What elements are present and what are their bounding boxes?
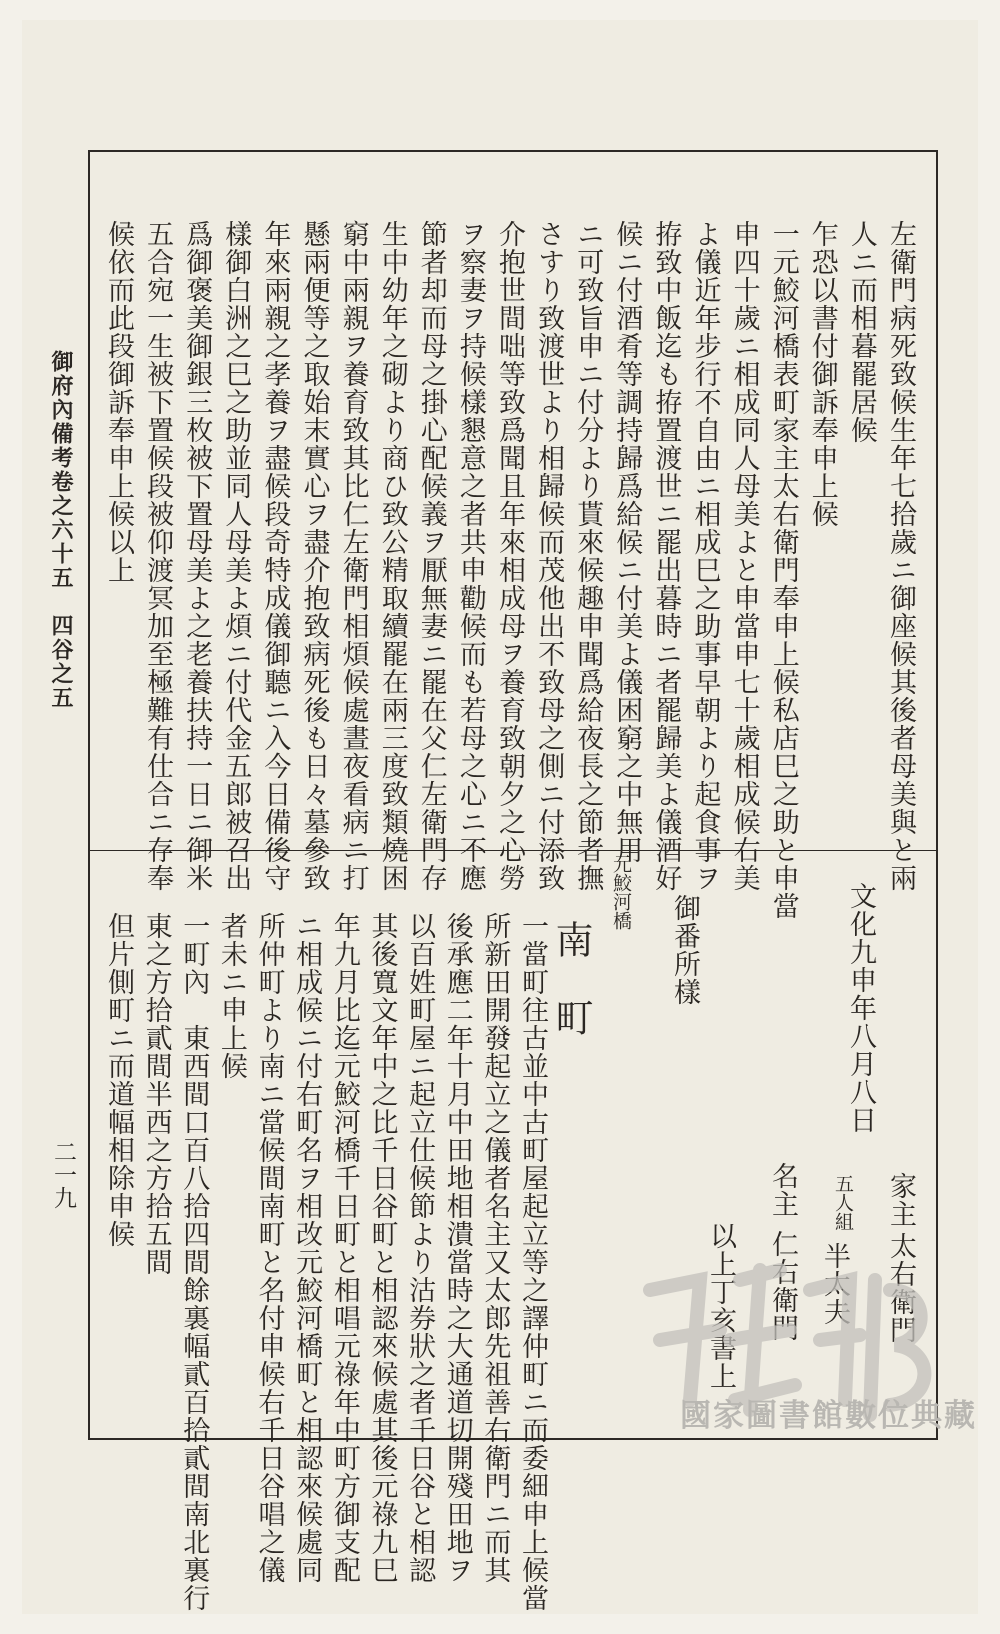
upper-column-19: 爲御褒美御銀三枚被下置母美よ之老養扶持一日ニ御米 [181,220,213,892]
upper-column-6: よ儀近年步行不自由ニ相成巳之助事早朝より起食事ヲ [689,220,721,892]
upper-column-13: 節者却而母之掛心配候義ヲ厭無妻ニ罷在父仁左衛門存 [415,220,447,892]
lower-column-8: 所仲町より南ニ當候間南町と名付申候右千日谷唱之儀 [253,912,285,1584]
library-watermark-text: 國家圖書館數位典藏 [680,1398,977,1434]
lower-column-1: 一當町往古並中古町屋起立等之譯仲町ニ而委細申上候當 [517,912,548,1612]
running-header: 御府內備考卷之六十五 四谷之五 [48,350,74,710]
section-title: 南町 [549,920,593,1076]
lower-column-5: 其後寬文年中之比千日谷町と相認來候處其後元祿九巳 [366,912,398,1584]
page-number: 二一九 [50,1140,76,1209]
lower-column-12: 但片側町ニ而道幅相除申候 [103,912,134,1248]
text-frame [88,150,938,1612]
signer-1-role: 家主 [885,1172,916,1228]
lower-column-9: 者未ニ申上候 [215,912,247,1080]
section-subtitle: 元鮫河橋 [610,854,632,930]
upper-column-16: 懸兩便等之取始末實心ヲ盡介抱致病死後も日々墓參致 [298,220,330,892]
upper-column-2: 人ニ而相暮罷居候 [845,220,877,444]
signer-3-name: 仁右衛門 [767,1230,798,1342]
lower-column-6: 年九月比迄元鮫河橋千日町と相唱元祿年中町方御支配 [328,912,360,1584]
lower-column-10: 一町內 東西間口百八拾四間餘裏幅貳百拾貳間南北裏行 [178,912,210,1612]
signer-2-role: 五人組 [832,1174,854,1231]
upper-column-9: ニ可致旨申ニ付分より貰來候趣申聞爲給夜長之節者撫 [572,220,604,892]
upper-column-11: 介抱世間咄等致爲聞且年來相成母ヲ養育致朝夕之心勞 [494,220,525,892]
upper-column-4: 一元鮫河橋表町家主太右衛門奉申上候私店巳之助と申當 [767,220,799,920]
writer-note: 以上丁亥書上 [705,1222,736,1390]
lower-column-2: 所新田開發起立之儀者名主又太郎先祖善右衛門ニ而其 [479,912,511,1584]
lower-column-4: 以百姓町屋ニ起立仕候節より沽券狀之者千日谷と相認 [404,912,436,1584]
upper-column-15: 窮中兩親ヲ養育致其比仁左衛門相煩候處晝夜看病ニ打 [337,220,369,892]
upper-column-5: 申四十歲ニ相成同人母美よと申當申七十歲相成候右美 [728,220,760,892]
signer-3-role: 名主 [767,1162,798,1218]
upper-column-1: 左衛門病死致候生年七拾歲ニ御座候其後者母美與と兩 [885,220,916,892]
upper-column-7: 拵致中飯迄も拵置渡世ニ罷出暮時ニ者罷歸美よ儀酒好 [650,220,682,892]
upper-column-14: 生中幼年之砌より商ひ致公精取續罷在兩三度致類燒困 [376,220,408,892]
signer-2-name: 半太夫 [819,1242,850,1326]
upper-column-18: 樣御白洲之巳之助並同人母美よ煩ニ付代金五郎被召出 [220,220,252,892]
upper-column-20: 五合宛一生被下置候段被仰渡冥加至極難有仕合ニ存奉 [142,220,174,892]
upper-column-10: さすり致渡世より相歸候而茂他出不致母之側ニ付添致 [533,220,565,892]
document-date: 文化九申年八月八日 [845,882,876,1134]
lower-column-3: 後承應二年十月中田地相潰當時之大通道切開殘田地ヲ [441,912,473,1584]
lower-column-7: ニ相成候ニ付右町名ヲ相改元鮫河橋町と相認來候處同 [291,912,323,1584]
upper-column-3: 乍恐以書付御訴奉申上候 [806,220,838,528]
upper-column-21: 候依而此段御訴奉申上候以上 [103,220,134,584]
upper-column-12: ヲ察妻ヲ持候樣懇意之者共申勸候而も若母之心ニ不應 [454,220,486,892]
upper-column-17: 年來兩親之孝養ヲ盡候段奇特成儀御聽ニ入今日備後守 [259,220,291,892]
lower-column-11: 東之方拾貳間半西之方拾五間 [140,912,172,1276]
upper-column-8: 候ニ付酒肴等調持歸爲給候ニ付美よ儀困窮之中無用 [611,220,643,864]
addressee: 御番所樣 [669,894,700,1006]
signer-1-name: 太右衛門 [885,1232,916,1344]
